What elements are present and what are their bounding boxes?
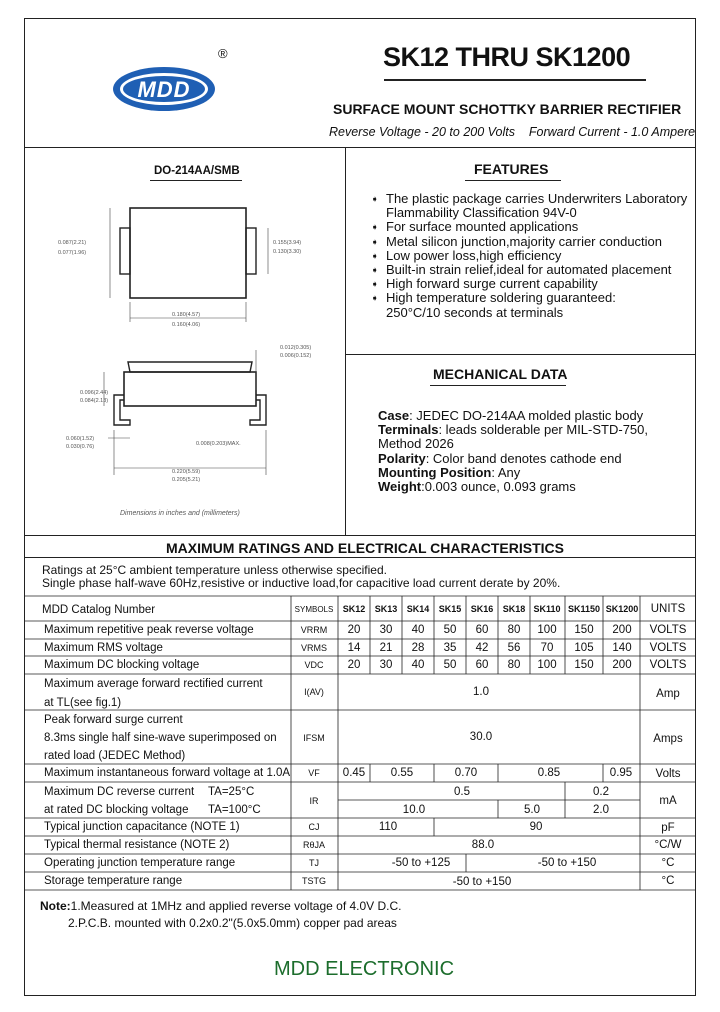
tj-value: -50 to +150 [537, 857, 597, 869]
dim-label: 0.012(0.305) [280, 345, 312, 351]
terminals-method: Method 2026 [378, 436, 454, 452]
ratings-line-1: Ratings at 25°C ambient temperature unless otherwise specified. [42, 563, 387, 577]
ir-label: Maximum DC reverse current [44, 786, 195, 798]
arrow-bullet-icon: ➧ [371, 194, 379, 204]
vf-value: 0.55 [390, 767, 414, 779]
vrrm-value: 20 [347, 624, 361, 636]
ifsm-condition: 8.3ms single half sine-wave superimposed on [44, 732, 277, 744]
dim-label: 0.008(0.203)MAX. [196, 441, 241, 447]
vrms-value: 35 [443, 642, 457, 654]
rja-unit: °C/W [654, 839, 682, 851]
features-title: FEATURES [474, 161, 549, 177]
vrms-value: 56 [507, 642, 521, 654]
dim-label: 0.205(5.21) [172, 477, 201, 483]
vrms-value: 105 [574, 642, 594, 654]
feature-item: ➧ High forward surge current capability [371, 276, 598, 292]
vdc-value: 40 [411, 659, 425, 671]
iav-value: 1.0 [473, 686, 489, 698]
dim-label: 0.096(2.44) [80, 390, 109, 396]
tstg-label: Storage temperature range [44, 875, 183, 887]
ir-condition-25: TA=25°C [208, 786, 255, 798]
rja-symbol: RθJA [302, 840, 326, 850]
vrrm-label: Maximum repetitive peak reverse voltage [44, 624, 254, 636]
vdc-unit: VOLTS [649, 659, 687, 671]
terminals-line: Terminals: leads solderable per MIL-STD-750, [378, 422, 648, 438]
iav-symbol: I(AV) [304, 687, 324, 697]
vdc-value: 60 [475, 659, 489, 671]
vdc-value: 50 [443, 659, 457, 671]
ifsm-symbol: IFSM [303, 733, 325, 743]
ir-value-25: 0.5 [454, 786, 470, 798]
vf-symbol: VF [308, 768, 320, 778]
vdc-symbol: VDC [304, 660, 324, 670]
vrms-value: 70 [540, 642, 554, 654]
vrms-unit: VOLTS [649, 642, 687, 654]
iav-label: Maximum average forward rectified current [44, 678, 263, 690]
vdc-value: 80 [507, 659, 521, 671]
mounting-line: Mounting Position: Any [378, 464, 521, 480]
tstg-unit: °C [661, 875, 675, 887]
vdc-value: 200 [612, 659, 632, 671]
cj-value: 110 [378, 821, 398, 833]
part-header: SK1150 [567, 604, 601, 614]
ir-symbol: IR [309, 796, 319, 806]
arrow-bullet-icon: ➧ [371, 222, 379, 233]
vf-value: 0.95 [609, 767, 633, 779]
vf-unit: Volts [655, 768, 681, 780]
dim-label: 0.155(3.94) [273, 240, 302, 246]
iav-condition: at TL(see fig.1) [44, 697, 122, 709]
ir-value-100: 5.0 [524, 804, 540, 816]
part-header: SK12 [342, 604, 366, 614]
vrrm-value: 30 [379, 624, 393, 636]
mechanical-title: MECHANICAL DATA [433, 366, 568, 382]
cj-label: Typical junction capacitance (NOTE 1) [44, 821, 240, 833]
tj-symbol: TJ [309, 858, 319, 868]
vf-value: 0.45 [342, 767, 366, 779]
tstg-value: -50 to +150 [452, 876, 512, 888]
dim-label: 0.087(2.21) [58, 240, 87, 246]
iav-unit: Amp [656, 688, 680, 700]
dim-label: 0.160(4.06) [172, 322, 201, 328]
ratings-title: MAXIMUM RATINGS AND ELECTRICAL CHARACTERISTICS [166, 540, 564, 556]
vrms-value: 14 [347, 642, 361, 654]
ifsm-condition: rated load (JEDEC Method) [44, 750, 186, 762]
feature-item: ➧ For surface mounted applications [371, 219, 579, 235]
ir-value-100: 10.0 [402, 804, 426, 816]
vrms-value: 42 [475, 642, 489, 654]
part-header: SK16 [470, 604, 494, 614]
tj-unit: °C [661, 857, 675, 869]
dim-label: 0.220(5.59) [172, 469, 201, 475]
vrms-symbol: VRMS [300, 643, 328, 653]
note-2: 2.P.C.B. mounted with 0.2x0.2"(5.0x5.0mm) copper pad areas [68, 916, 397, 930]
vf-label: Maximum instantaneous forward voltage at 1.0A [44, 767, 291, 779]
vdc-value: 100 [537, 659, 557, 671]
case-line: Case: JEDEC DO-214AA molded plastic body [378, 408, 644, 423]
ir-value-100: 2.0 [593, 804, 609, 816]
part-header: SK15 [438, 604, 462, 614]
ir-unit: mA [659, 795, 677, 807]
part-header: SK14 [406, 604, 430, 614]
arrow-bullet-icon: ➧ [371, 279, 379, 290]
voltage-current-line: Reverse Voltage - 20 to 200 Volts Forward Current - 1.0 Ampere [329, 125, 696, 139]
arrow-bullet-icon: ➧ [371, 250, 379, 261]
tj-label: Operating junction temperature range [44, 857, 236, 869]
ifsm-label: Peak forward surge current [44, 714, 183, 726]
catalog-number-label: MDD Catalog Number [42, 604, 156, 616]
vrrm-value: 100 [537, 624, 557, 636]
cj-unit: pF [661, 822, 675, 834]
vrrm-symbol: VRRM [300, 625, 328, 635]
part-header: SK18 [502, 604, 526, 614]
polarity-line: Polarity: Color band denotes cathode end [378, 450, 622, 466]
units-header: UNITS [650, 603, 686, 615]
feature-item: ➧ Built-in strain relief,ideal for automated placement [371, 262, 672, 278]
ir-label-2: at rated DC blocking voltage [44, 804, 189, 816]
part-header: SK13 [374, 604, 398, 614]
symbols-header: SYMBOLS [294, 605, 334, 614]
vrms-label: Maximum RMS voltage [44, 642, 163, 654]
weight-line: Weight:0.003 ounce, 0.093 grams [378, 479, 576, 495]
device-subtitle: SURFACE MOUNT SCHOTTKY BARRIER RECTIFIER [333, 101, 682, 117]
dimension-note: Dimensions in inches and (millimeters) [120, 510, 240, 517]
feature-item: ➧ Low power loss,high efficiency [371, 247, 562, 263]
cj-symbol: CJ [308, 822, 320, 832]
ir-value-25: 0.2 [593, 786, 609, 798]
vrrm-value: 80 [507, 624, 521, 636]
dim-label: 0.006(0.152) [280, 353, 312, 359]
vrrm-value: 60 [475, 624, 489, 636]
feature-item: ➧ Metal silicon junction,majority carrier conduction [371, 233, 663, 249]
tj-value: -50 to +125 [391, 857, 451, 869]
cj-value: 90 [529, 821, 543, 833]
vrms-value: 28 [411, 642, 425, 654]
dim-label: 0.060(1.52) [66, 436, 95, 442]
part-header: SK1200 [605, 604, 639, 614]
note-1: Note:1.Measured at 1MHz and applied reverse voltage of 4.0V D.C. [40, 899, 402, 913]
dim-label: 0.130(3.30) [273, 249, 302, 255]
ir-condition-100: TA=100°C [208, 804, 261, 816]
footer-brand: MDD ELECTRONIC [274, 958, 455, 980]
part-title: SK12 THRU SK1200 [383, 42, 631, 72]
dim-label: 0.084(2.13) [80, 398, 109, 404]
dim-label: 0.077(1.96) [58, 250, 87, 256]
vdc-label: Maximum DC blocking voltage [44, 659, 200, 671]
arrow-bullet-icon: ➧ [371, 265, 379, 276]
tstg-symbol: TSTG [302, 876, 326, 886]
vdc-value: 30 [379, 659, 393, 671]
feature-item: ➧ The plastic package carries Underwriters Laboratory [371, 191, 688, 206]
registered-mark: ® [218, 46, 228, 61]
vf-value: 0.70 [454, 767, 478, 779]
dim-label: 0.180(4.57) [172, 312, 201, 318]
vrrm-value: 150 [574, 624, 594, 636]
vf-value: 0.85 [537, 767, 561, 779]
feature-item: ➧ High temperature soldering guaranteed: [371, 290, 616, 306]
vrrm-unit: VOLTS [649, 624, 687, 636]
ratings-line-2: Single phase half-wave 60Hz,resistive or inductive load,for capacitive load current derate by 20%. [42, 575, 561, 590]
vrms-value: 140 [612, 642, 632, 654]
svg-text:MDD: MDD [137, 77, 191, 102]
rja-label: Typical thermal resistance (NOTE 2) [44, 839, 230, 851]
vdc-value: 150 [574, 659, 594, 671]
rja-value: 88.0 [471, 839, 495, 851]
ifsm-unit: Amps [653, 733, 683, 745]
part-header: SK110 [533, 604, 561, 614]
vrrm-value: 40 [411, 624, 425, 636]
notes [40, 898, 402, 932]
feature-item: Flammability Classification 94V-0 [386, 205, 577, 221]
package-title: DO-214AA/SMB [154, 165, 240, 177]
arrow-bullet-icon: ➧ [371, 293, 379, 304]
ifsm-value: 30.0 [469, 731, 493, 743]
arrow-bullet-icon: ➧ [371, 236, 379, 247]
vrrm-value: 200 [612, 624, 632, 636]
feature-item: 250°C/10 seconds at terminals [386, 304, 564, 320]
vrrm-value: 50 [443, 624, 457, 636]
vdc-value: 20 [347, 659, 361, 671]
vrms-value: 21 [379, 642, 393, 654]
dim-label: 0.030(0.76) [66, 444, 95, 450]
